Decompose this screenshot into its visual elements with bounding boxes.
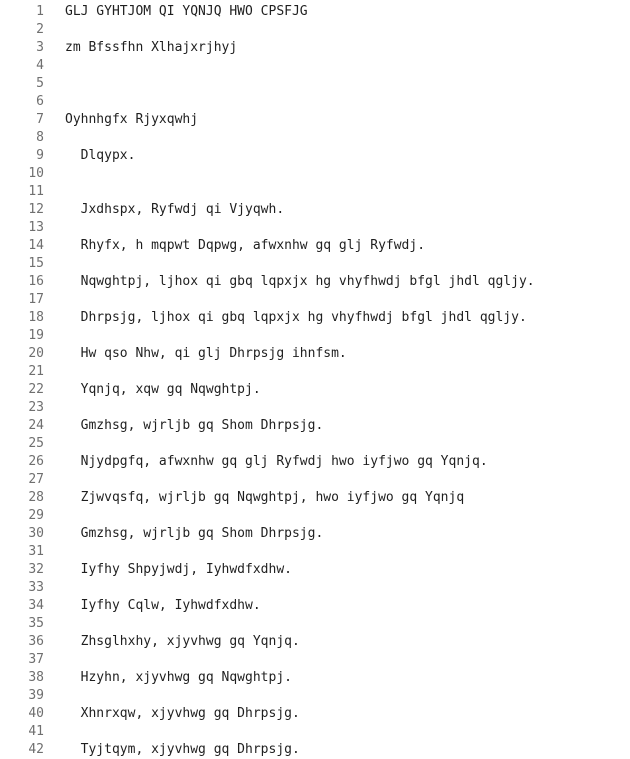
code-editor[interactable]: [0, 3, 630, 759]
code-line[interactable]: [0, 561, 630, 579]
code-line[interactable]: [0, 165, 630, 183]
code-line[interactable]: [0, 21, 630, 39]
line-number: 3: [36, 40, 44, 55]
line-text[interactable]: [44, 615, 630, 633]
code-line[interactable]: [0, 381, 630, 399]
line-number: 28: [28, 490, 44, 505]
code-line[interactable]: [0, 471, 630, 489]
code-line[interactable]: [0, 129, 630, 147]
code-line[interactable]: [0, 723, 630, 741]
line-number: 34: [28, 598, 44, 613]
line-text[interactable]: Gmzhsg, wjrljb gq Shom Dhrpsjg.: [65, 526, 324, 541]
line-text[interactable]: Dlqypx.: [65, 148, 136, 163]
line-text[interactable]: [44, 471, 630, 489]
line-number: 30: [28, 526, 44, 541]
line-number: 6: [36, 94, 44, 109]
line-text[interactable]: Gmzhsg, wjrljb gq Shom Dhrpsjg.: [65, 418, 324, 433]
line-text[interactable]: [44, 651, 630, 669]
line-text[interactable]: Hzyhn, xjyvhwg gq Nqwghtpj.: [65, 670, 292, 685]
line-number: 32: [28, 562, 44, 577]
line-number: 33: [28, 580, 44, 595]
line-text[interactable]: [44, 183, 630, 201]
line-text[interactable]: [44, 75, 630, 93]
line-number: 42: [28, 742, 44, 757]
code-line[interactable]: [0, 237, 630, 255]
line-text[interactable]: Iyfhy Cqlw, Iyhwdfxdhw.: [65, 598, 261, 613]
line-text[interactable]: Yqnjq, xqw gq Nqwghtpj.: [65, 382, 261, 397]
line-text[interactable]: GLJ GYHTJOM QI YQNJQ HWO CPSFJG: [65, 4, 308, 19]
line-text[interactable]: Njydpgfq, afwxnhw gq glj Ryfwdj hwo iyfjwo gq Yqnjq.: [65, 454, 488, 469]
line-text[interactable]: Hw qso Nhw, qi glj Dhrpsjg ihnfsm.: [65, 346, 347, 361]
code-line[interactable]: [0, 651, 630, 669]
line-text[interactable]: Rhyfx, h mqpwt Dqpwg, afwxnhw gq glj Ryfwdj.: [65, 238, 426, 253]
code-line[interactable]: [0, 3, 630, 21]
line-number: 19: [28, 328, 44, 343]
line-number: 12: [28, 202, 44, 217]
code-line[interactable]: [0, 417, 630, 435]
code-line[interactable]: [0, 363, 630, 381]
line-text[interactable]: Xhnrxqw, xjyvhwg gq Dhrpsjg.: [65, 706, 300, 721]
line-text[interactable]: [44, 93, 630, 111]
line-number: 2: [36, 22, 44, 37]
line-number: 24: [28, 418, 44, 433]
line-number: 23: [28, 400, 44, 415]
line-number: 7: [36, 112, 44, 127]
line-number: 35: [28, 616, 44, 631]
line-number: 37: [28, 652, 44, 667]
code-line[interactable]: [0, 507, 630, 525]
line-text[interactable]: [44, 723, 630, 741]
line-number: 15: [28, 256, 44, 271]
line-text[interactable]: [44, 21, 630, 39]
code-line[interactable]: [0, 543, 630, 561]
code-line[interactable]: [0, 525, 630, 543]
line-text[interactable]: [44, 507, 630, 525]
line-number: 5: [36, 76, 44, 91]
line-number: 14: [28, 238, 44, 253]
code-line[interactable]: [0, 633, 630, 651]
code-line[interactable]: [0, 615, 630, 633]
line-text[interactable]: Oyhnhgfx Rjyxqwhj: [65, 112, 199, 127]
line-text[interactable]: zm Bfssfhn Xlhajxrjhyj: [65, 40, 238, 55]
line-text[interactable]: [44, 363, 630, 381]
line-text[interactable]: [44, 219, 630, 237]
code-line[interactable]: [0, 399, 630, 417]
code-line[interactable]: [0, 327, 630, 345]
code-line[interactable]: [0, 75, 630, 93]
code-line[interactable]: [0, 291, 630, 309]
code-line[interactable]: [0, 489, 630, 507]
code-line[interactable]: [0, 219, 630, 237]
line-text[interactable]: Tyjtqym, xjyvhwg gq Dhrpsjg.: [65, 742, 300, 757]
line-number: 20: [28, 346, 44, 361]
line-text[interactable]: [44, 435, 630, 453]
line-number: 9: [36, 148, 44, 163]
line-text[interactable]: [44, 255, 630, 273]
code-line[interactable]: [0, 273, 630, 291]
code-line[interactable]: [0, 597, 630, 615]
line-text[interactable]: [44, 327, 630, 345]
line-number: 38: [28, 670, 44, 685]
code-line[interactable]: [0, 147, 630, 165]
line-number: 8: [36, 130, 44, 145]
line-number: 1: [36, 4, 44, 19]
code-line[interactable]: [0, 345, 630, 363]
line-text[interactable]: Dhrpsjg, ljhox qi gbq lqpxjx hg vhyfhwdj bfgl jhdl qgljy.: [65, 310, 527, 325]
line-text[interactable]: [44, 399, 630, 417]
code-line[interactable]: [0, 201, 630, 219]
code-line[interactable]: [0, 453, 630, 471]
line-text[interactable]: Zjwvqsfq, wjrljb gq Nqwghtpj, hwo iyfjwo gq Yqnjq: [65, 490, 465, 505]
code-line[interactable]: [0, 39, 630, 57]
line-text[interactable]: Iyfhy Shpyjwdj, Iyhwdfxdhw.: [65, 562, 292, 577]
code-line[interactable]: [0, 93, 630, 111]
code-line[interactable]: [0, 111, 630, 129]
code-line[interactable]: [0, 579, 630, 597]
line-text[interactable]: [44, 687, 630, 705]
line-number: 25: [28, 436, 44, 451]
code-line[interactable]: [0, 183, 630, 201]
line-number: 16: [28, 274, 44, 289]
line-text[interactable]: Zhsglhxhy, xjyvhwg gq Yqnjq.: [65, 634, 300, 649]
line-number: 18: [28, 310, 44, 325]
line-number: 29: [28, 508, 44, 523]
code-line[interactable]: [0, 741, 630, 759]
code-line[interactable]: [0, 309, 630, 327]
line-number: 11: [28, 184, 44, 199]
line-text[interactable]: [44, 579, 630, 597]
code-line[interactable]: [0, 687, 630, 705]
line-text[interactable]: [44, 129, 630, 147]
line-number: 39: [28, 688, 44, 703]
line-number: 31: [28, 544, 44, 559]
code-line[interactable]: [0, 705, 630, 723]
line-number: 13: [28, 220, 44, 235]
line-text[interactable]: Jxdhspx, Ryfwdj qi Vjyqwh.: [65, 202, 285, 217]
code-line[interactable]: [0, 435, 630, 453]
line-number: 36: [28, 634, 44, 649]
line-text[interactable]: [44, 543, 630, 561]
line-number: 26: [28, 454, 44, 469]
line-number: 10: [28, 166, 44, 181]
line-text[interactable]: [44, 57, 630, 75]
line-number: 17: [28, 292, 44, 307]
line-number: 21: [28, 364, 44, 379]
line-text[interactable]: Nqwghtpj, ljhox qi gbq lqpxjx hg vhyfhwdj bfgl jhdl qgljy.: [65, 274, 535, 289]
line-number: 27: [28, 472, 44, 487]
line-text[interactable]: [44, 291, 630, 309]
code-line[interactable]: [0, 669, 630, 687]
code-line[interactable]: [0, 255, 630, 273]
code-line[interactable]: [0, 57, 630, 75]
line-number: 22: [28, 382, 44, 397]
line-number: 40: [28, 706, 44, 721]
line-text[interactable]: [44, 165, 630, 183]
line-number: 4: [36, 58, 44, 73]
line-number: 41: [28, 724, 44, 739]
